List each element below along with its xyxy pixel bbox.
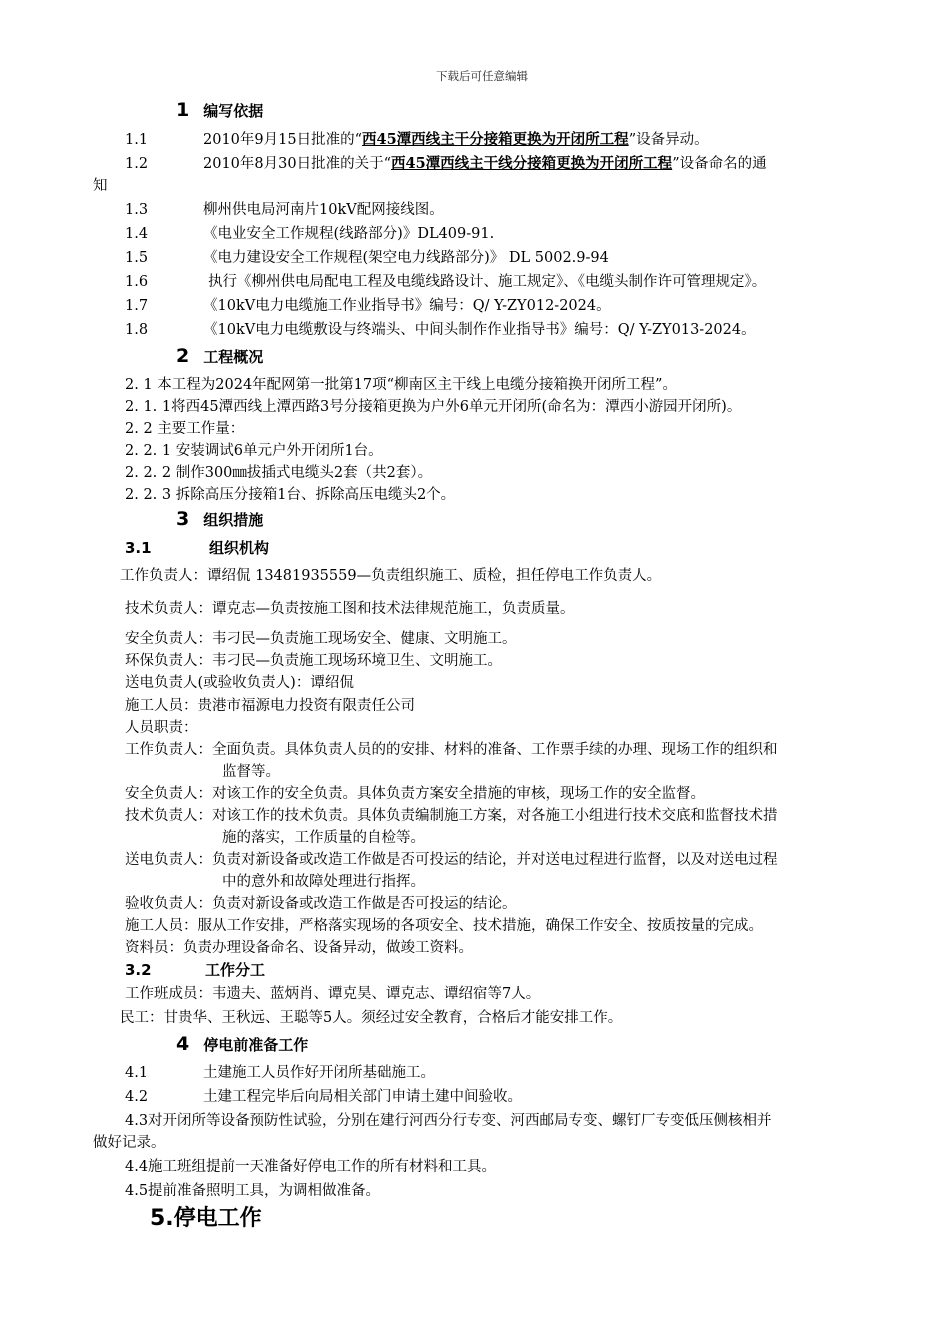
- item-text: 《10kV电力电缆敷设与终端头、中间头制作作业指导书》编号：Q/ Y-ZY013-2024。: [203, 322, 756, 338]
- section-title: 工程概况: [203, 348, 264, 366]
- paragraph-continuation: 做好记录。: [93, 1135, 166, 1151]
- paragraph: 4.3对开闭所等设备预防性试验，分别在建行河西分行专变、河西邮局专变、螺钉厂专变低压侧核相并: [125, 1113, 772, 1129]
- item-number: 1.6: [125, 274, 149, 290]
- section-3-heading: [176, 509, 263, 531]
- subsection-heading: [125, 960, 265, 980]
- paragraph: 工作班成员：韦遗夫、蓝炳肖、谭克昊、谭克志、谭绍宿等7人。: [125, 986, 541, 1002]
- list-item: [125, 248, 609, 268]
- subsection-heading: [125, 538, 269, 558]
- paragraph-continuation: 中的意外和故障处理进行指挥。: [222, 874, 425, 890]
- paragraph: 工作负责人：谭绍侃 13481935559—负责组织施工、质检，担任停电工作负责人。: [120, 568, 662, 584]
- section-number: 4: [176, 1033, 190, 1055]
- subsection-number: 3.1: [125, 539, 152, 557]
- paragraph: 2. 2. 1 安装调试6单元户外开闭所1台。: [125, 443, 383, 459]
- paragraph-continuation: 施的落实，工作质量的自检等。: [222, 830, 425, 846]
- paragraph: 验收负责人：负责对新设备或改造工作做是否可投运的结论。: [125, 896, 517, 912]
- section-title: 编写依据: [203, 102, 264, 120]
- item-text: 《电业安全工作规程(线路部分)》DL409-91.: [203, 226, 495, 242]
- item-number: 1.8: [125, 322, 149, 338]
- item-text: ”设备异动。: [628, 132, 709, 148]
- paragraph: 施工人员：服从工作安排，严格落实现场的各项安全、技术措施，确保工作安全、按质按量的完成。: [125, 918, 763, 934]
- paragraph: 安全负责人：对该工作的安全负责。具体负责方案安全措施的审核，现场工作的安全监督。: [125, 786, 705, 802]
- item-number: 4.2: [125, 1089, 149, 1105]
- item-number: 1.4: [125, 226, 149, 242]
- item-number: 1.2: [125, 156, 149, 172]
- subsection-number: 3.2: [125, 961, 152, 979]
- item-text: ”设备命名的通: [672, 156, 767, 172]
- paragraph: 2. 1 本工程为2024年配网第一批第17项“柳南区主干线上电缆分接箱换开闭所工程”。: [125, 377, 677, 393]
- paragraph: 施工人员：贵港市福源电力投资有限责任公司: [125, 698, 415, 714]
- paragraph: 4.5提前准备照明工具，为调相做准备。: [125, 1183, 381, 1199]
- item-text: 《电力建设安全工作规程(架空电力线路部分)》 DL 5002.9-94: [203, 250, 609, 266]
- section-1-heading: [176, 100, 263, 122]
- paragraph: 送电负责人：负责对新设备或改造工作做是否可投运的结论，并对送电过程进行监督，以及对送电过程: [125, 852, 778, 868]
- paragraph: 人员职责：: [125, 720, 198, 736]
- list-item: [125, 272, 766, 292]
- item-number: 1.5: [125, 250, 149, 266]
- paragraph: 安全负责人：韦刁民—负责施工现场安全、健康、文明施工。: [125, 631, 517, 647]
- item-continuation: 知: [93, 178, 108, 194]
- item-text: 土建施工人员作好开闭所基础施工。: [203, 1065, 435, 1081]
- project-name: 西45潭西线主干分接箱更换为开闭所工程: [362, 131, 629, 148]
- list-item: [125, 154, 767, 174]
- paragraph: 民工：甘贵华、王秋远、王聪等5人。须经过安全教育，合格后才能安排工作。: [120, 1010, 623, 1026]
- item-number: 1.7: [125, 298, 149, 314]
- list-item: [125, 320, 756, 340]
- list-item: [125, 200, 444, 220]
- section-title: 组织措施: [203, 511, 264, 529]
- paragraph: 2. 1. 1将西45潭西线上潭西路3号分接箱更换为户外6单元开闭所(命名为：潭西小游园开闭所)。: [125, 399, 742, 415]
- list-item: [125, 224, 494, 244]
- section-number: 3: [176, 508, 190, 530]
- item-number: 1.1: [125, 132, 149, 148]
- paragraph: 环保负责人：韦刁民—负责施工现场环境卫生、文明施工。: [125, 653, 502, 669]
- list-item: [125, 130, 709, 150]
- paragraph-continuation: 监督等。: [222, 764, 280, 780]
- list-item: [125, 1087, 522, 1107]
- item-text: 执行《柳州供电局配电工程及电缆线路设计、施工规定》、《电缆头制作许可管理规定》。: [208, 274, 767, 290]
- paragraph: 技术负责人：对该工作的技术负责。具体负责编制施工方案，对各施工小组进行技术交底和监督技术措: [125, 808, 778, 824]
- section-number: 1: [176, 99, 190, 121]
- item-number: 1.3: [125, 202, 149, 218]
- section-5-heading: 5.停电工作: [150, 1206, 262, 1231]
- paragraph: 2. 2 主要工作量：: [125, 421, 245, 437]
- paragraph: 送电负责人(或验收负责人)：谭绍侃: [125, 675, 354, 691]
- paragraph: 资料员：负责办理设备命名、设备异动，做竣工资料。: [125, 940, 473, 956]
- section-4-heading: [176, 1034, 308, 1056]
- project-name: 西45潭西线主干线分接箱更换为开闭所工程: [391, 155, 673, 172]
- item-number: 4.1: [125, 1065, 149, 1081]
- subsection-title: 工作分工: [205, 961, 266, 979]
- page-header: 下载后可任意编辑: [436, 69, 528, 83]
- paragraph: 2. 2. 2 制作300㎜拔插式电缆头2套（共2套）。: [125, 465, 433, 481]
- item-text: 《10kV电力电缆施工作业指导书》编号：Q/ Y-ZY012-2024。: [203, 298, 611, 314]
- item-text: 2010年8月30日批准的关于“: [203, 156, 391, 172]
- item-text: 柳州供电局河南片10kV配网接线图。: [203, 202, 444, 218]
- paragraph: 工作负责人：全面负责。具体负责人员的的安排、材料的准备、工作票手续的办理、现场工作的组织和: [125, 742, 778, 758]
- subsection-title: 组织机构: [209, 539, 270, 557]
- list-item: [125, 296, 611, 316]
- paragraph: 4.4施工班组提前一天准备好停电工作的所有材料和工具。: [125, 1159, 497, 1175]
- paragraph: 技术负责人：谭克志—负责按施工图和技术法律规范施工，负责质量。: [125, 601, 575, 617]
- section-2-heading: [176, 346, 263, 368]
- list-item: [125, 1063, 435, 1083]
- item-text: 土建工程完毕后向局相关部门申请土建中间验收。: [203, 1089, 522, 1105]
- section-title: 停电前准备工作: [203, 1036, 309, 1054]
- paragraph: 2. 2. 3 拆除高压分接箱1台、拆除高压电缆头2个。: [125, 487, 456, 503]
- item-text: 2010年9月15日批准的“: [203, 132, 362, 148]
- section-number: 2: [176, 345, 190, 367]
